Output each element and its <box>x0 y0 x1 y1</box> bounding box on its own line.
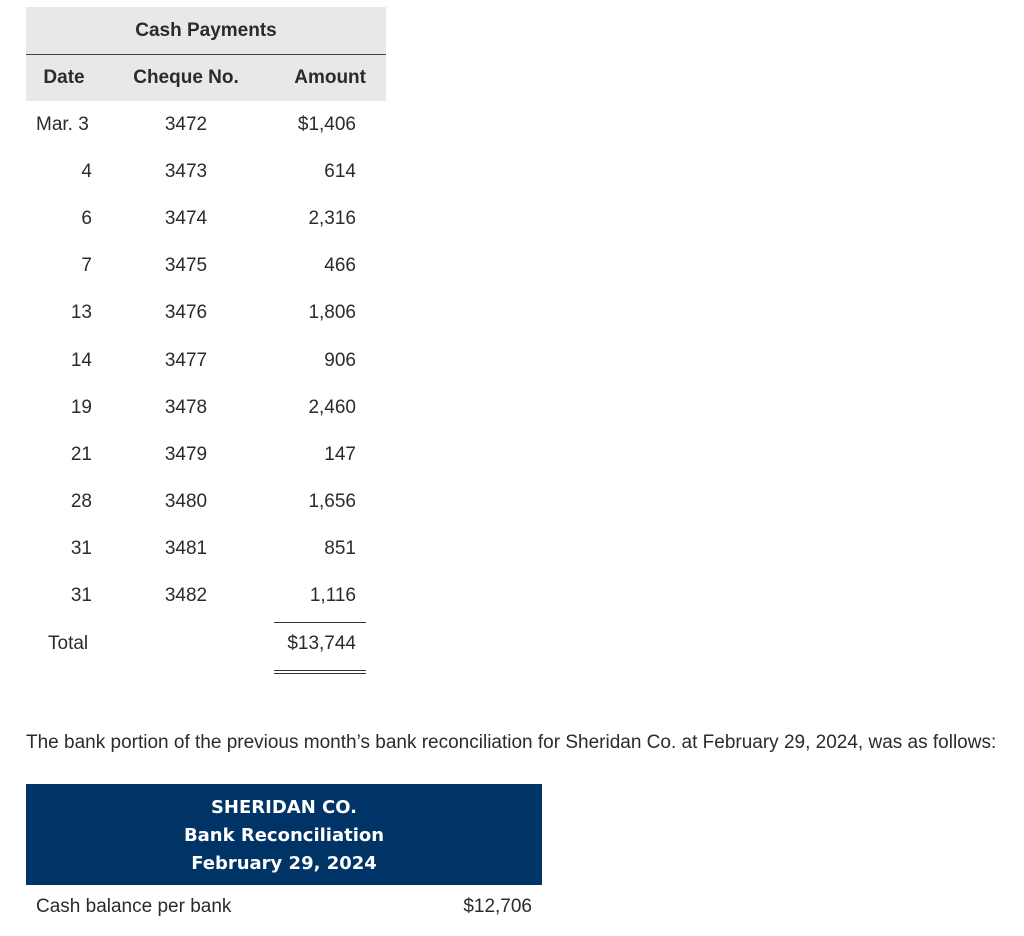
cell-date: 21 <box>70 443 92 465</box>
table-title: Cash Payments <box>26 7 386 55</box>
cell-cheque: 3479 <box>164 443 208 465</box>
empty-cell <box>98 620 274 667</box>
table-row <box>26 431 386 478</box>
cell-amount: 906 <box>324 349 356 371</box>
cell-amount: 614 <box>324 160 356 182</box>
table-row <box>26 526 386 573</box>
cell-cheque: 3473 <box>164 160 208 182</box>
cell-amount: 1,656 <box>308 491 356 513</box>
cell-date: Mar. 3 <box>36 113 89 135</box>
cell-date: 6 <box>81 207 92 229</box>
cell-cheque: 3476 <box>164 302 208 324</box>
cell-cheque: 3478 <box>164 396 208 418</box>
cell-cheque: 3474 <box>164 207 208 229</box>
cell-date: 28 <box>70 491 92 513</box>
table-row <box>26 101 386 148</box>
total-label: Total <box>48 632 89 654</box>
table-row <box>26 290 386 337</box>
cell-cheque: 3482 <box>164 585 208 607</box>
intro-paragraph: The bank portion of the previous month’s bank reconciliation for Sheridan Co. at February 29, 2024, was as follows: <box>26 732 997 753</box>
cell-amount: 851 <box>324 538 356 560</box>
header-amount: Amount <box>274 55 386 102</box>
table-row <box>26 195 386 242</box>
table-row <box>26 337 386 384</box>
statement-title: Bank Reconciliation <box>183 825 385 846</box>
cell-date: 19 <box>70 396 92 418</box>
cell-date: 14 <box>70 349 92 371</box>
table-row <box>26 384 386 431</box>
cell-amount: 1,116 <box>309 585 356 607</box>
table-row <box>26 148 386 195</box>
row-label: Cash balance per bank <box>36 896 232 917</box>
reconciliation-header <box>26 784 542 885</box>
cell-date: 13 <box>70 302 92 324</box>
total-row <box>26 620 386 667</box>
cell-date: 7 <box>81 255 92 277</box>
cell-cheque: 3477 <box>164 349 208 371</box>
cell-date: 31 <box>70 538 92 560</box>
cash-payments-table <box>26 7 386 667</box>
cell-amount: 147 <box>324 443 356 465</box>
cell-cheque: 3475 <box>164 255 208 277</box>
cell-amount: 2,316 <box>308 207 356 229</box>
cell-amount: 2,460 <box>308 396 356 418</box>
cell-cheque: 3472 <box>164 113 208 135</box>
total-double-rule <box>274 670 366 674</box>
total-amount: $13,744 <box>287 632 356 654</box>
table-row <box>26 243 386 290</box>
cell-amount: 466 <box>324 255 356 277</box>
row-value: $12,706 <box>463 896 532 917</box>
table-header-row <box>26 55 386 102</box>
cell-date: 31 <box>70 585 92 607</box>
company-name: SHERIDAN CO. <box>210 797 358 818</box>
cell-date: 4 <box>81 160 92 182</box>
header-date: Date <box>26 55 98 102</box>
cell-cheque: 3481 <box>164 538 208 560</box>
table-row <box>26 479 386 526</box>
subtotal-rule <box>274 622 366 623</box>
cell-amount: 1,806 <box>308 302 356 324</box>
cell-amount: $1,406 <box>297 113 356 135</box>
statement-date: February 29, 2024 <box>191 853 377 874</box>
header-cheque-no: Cheque No. <box>98 55 274 102</box>
table-title-row <box>26 7 386 55</box>
table-row <box>26 573 386 620</box>
cell-cheque: 3480 <box>164 491 208 513</box>
